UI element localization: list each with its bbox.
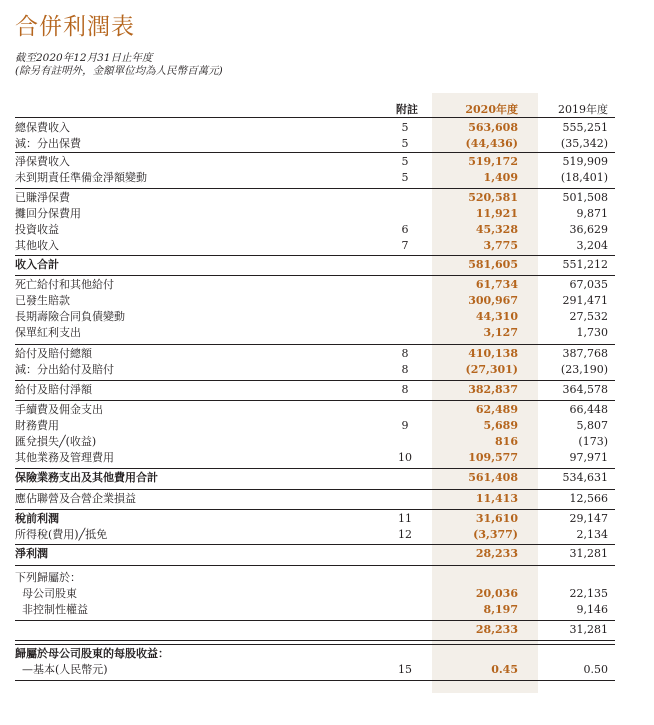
table-row [0, 362, 654, 378]
row-value-2020: 816 [495, 435, 518, 448]
row-label: 所得稅(費用)╱抵免 [15, 528, 108, 541]
table-row [0, 434, 654, 450]
table-divider [15, 544, 615, 545]
table-row [0, 120, 654, 136]
row-label: 非控制性權益 [22, 603, 88, 616]
row-note: 5 [401, 121, 409, 134]
row-value-2020: 61,734 [475, 278, 518, 291]
row-value-2019: 36,629 [569, 223, 608, 236]
table-divider [15, 640, 615, 641]
row-value-2019: 555,251 [562, 121, 608, 134]
table-row [0, 238, 654, 254]
table-row [0, 136, 654, 152]
table-row [0, 222, 654, 238]
row-value-2020: 520,581 [468, 191, 518, 204]
row-value-2019: 12,566 [569, 492, 608, 505]
row-label: 淨保費收入 [15, 155, 70, 168]
table-row [0, 586, 654, 602]
row-value-2019: 31,281 [569, 623, 608, 636]
statement-title: 合併利潤表 [15, 14, 135, 40]
row-note: 7 [401, 239, 409, 252]
row-value-2019: 31,281 [569, 547, 608, 560]
table-divider [15, 644, 615, 645]
table-row [0, 511, 654, 527]
table-divider [15, 509, 615, 510]
table-divider [15, 152, 615, 153]
row-value-2020: 109,577 [468, 451, 518, 464]
row-value-2020: 382,837 [468, 383, 518, 396]
row-value-2020: 3,775 [483, 239, 518, 252]
column-header-note: 附註 [396, 103, 418, 116]
row-value-2020: 561,408 [468, 471, 518, 484]
row-label: —基本(人民幣元) [22, 663, 108, 676]
row-value-2019: 97,971 [569, 451, 608, 464]
column-header-2019: 2019年度 [558, 103, 608, 116]
table-row [0, 154, 654, 170]
row-label: 下列歸屬於： [15, 571, 81, 584]
table-row [0, 402, 654, 418]
row-note: 12 [398, 528, 412, 541]
row-value-2020: (44,436) [465, 137, 518, 150]
row-label: 應佔聯營及合營企業損益 [15, 492, 136, 505]
table-row [0, 346, 654, 362]
row-value-2019: 22,135 [569, 587, 608, 600]
row-value-2019: 0.50 [583, 663, 608, 676]
row-note: 11 [398, 512, 412, 525]
table-row [0, 602, 654, 618]
row-value-2019: (23,190) [560, 363, 608, 376]
row-value-2020: (27,301) [465, 363, 518, 376]
row-value-2020: 1,409 [483, 171, 518, 184]
row-value-2020: 62,489 [475, 403, 518, 416]
row-value-2019: 1,730 [576, 326, 608, 339]
table-row [0, 418, 654, 434]
row-label: 給付及賠付淨額 [15, 383, 92, 396]
row-label: 減：分出給付及賠付 [15, 363, 114, 376]
row-value-2020: 0.45 [491, 663, 518, 676]
row-note: 5 [401, 155, 409, 168]
row-value-2019: 534,631 [562, 471, 608, 484]
row-label: 淨利潤 [15, 547, 48, 560]
row-label: 減：分出保費 [15, 137, 81, 150]
row-note: 10 [398, 451, 412, 464]
row-value-2020: 28,233 [475, 623, 518, 636]
row-value-2020: 5,689 [483, 419, 518, 432]
table-row [0, 527, 654, 543]
row-value-2020: 20,036 [475, 587, 518, 600]
row-label: 已發生賠款 [15, 294, 70, 307]
row-label: 已賺淨保費 [15, 191, 70, 204]
row-value-2020: 11,413 [475, 492, 518, 505]
table-divider [15, 188, 615, 189]
table-row [0, 622, 654, 638]
table-row [0, 646, 654, 662]
table-divider [15, 468, 615, 469]
row-value-2019: 66,448 [569, 403, 608, 416]
row-value-2020: 410,138 [468, 347, 518, 360]
table-row [0, 277, 654, 293]
row-value-2019: 29,147 [569, 512, 608, 525]
row-label: 保險業務支出及其他費用合計 [15, 471, 158, 484]
row-value-2019: 501,508 [562, 191, 608, 204]
row-note: 5 [401, 171, 409, 184]
row-note: 8 [401, 363, 409, 376]
row-label: 其他業務及管理費用 [15, 451, 114, 464]
row-label: 其他收入 [15, 239, 59, 252]
row-label: 給付及賠付總額 [15, 347, 92, 360]
table-divider [15, 255, 615, 256]
row-label: 母公司股東 [22, 587, 77, 600]
table-divider [15, 344, 615, 345]
table-divider [15, 565, 615, 566]
row-value-2019: 3,204 [576, 239, 608, 252]
row-value-2019: 291,471 [562, 294, 608, 307]
table-row [0, 450, 654, 466]
table-row [0, 570, 654, 586]
row-value-2019: (18,401) [560, 171, 608, 184]
table-row [0, 190, 654, 206]
row-label: 攤回分保費用 [15, 207, 81, 220]
row-value-2019: 364,578 [562, 383, 608, 396]
row-note: 8 [401, 383, 409, 396]
row-value-2020: 31,610 [475, 512, 518, 525]
row-value-2020: 11,921 [475, 207, 518, 220]
row-label: 未到期責任準備金淨額變動 [15, 171, 147, 184]
column-header-2020: 2020年度 [465, 103, 518, 116]
statement-period: 截至2020年12月31日止年度 [15, 52, 153, 64]
table-row [0, 293, 654, 309]
row-value-2020: 581,605 [468, 258, 518, 271]
row-label: 死亡給付和其他給付 [15, 278, 114, 291]
row-label: 匯兌損失╱(收益) [15, 435, 97, 448]
row-value-2020: 45,328 [475, 223, 518, 236]
row-value-2019: 9,871 [576, 207, 608, 220]
row-label: 歸屬於母公司股東的每股收益： [15, 647, 169, 660]
row-value-2019: 9,146 [576, 603, 608, 616]
row-value-2020: 563,608 [468, 121, 518, 134]
row-value-2020: 519,172 [468, 155, 518, 168]
table-row [0, 309, 654, 325]
row-label: 總保費收入 [15, 121, 70, 134]
row-value-2019: 551,212 [562, 258, 608, 271]
row-value-2020: 28,233 [475, 547, 518, 560]
table-divider [15, 620, 615, 621]
table-divider [15, 400, 615, 401]
row-value-2019: (173) [578, 435, 608, 448]
row-note: 6 [401, 223, 409, 236]
row-value-2020: 44,310 [475, 310, 518, 323]
row-label: 投資收益 [15, 223, 59, 236]
row-label: 保單紅利支出 [15, 326, 81, 339]
row-value-2019: 519,909 [562, 155, 608, 168]
table-row [0, 491, 654, 507]
table-row [0, 257, 654, 273]
table-row [0, 382, 654, 398]
row-value-2020: 3,127 [483, 326, 518, 339]
row-label: 手續費及佣金支出 [15, 403, 103, 416]
table-divider [15, 489, 615, 490]
row-value-2019: 67,035 [569, 278, 608, 291]
statement-unit-note: (除另有註明外，金額單位均為人民幣百萬元) [15, 65, 223, 77]
table-divider [15, 275, 615, 276]
table-row [0, 170, 654, 186]
row-value-2019: 27,532 [569, 310, 608, 323]
table-row [0, 470, 654, 486]
row-label: 財務費用 [15, 419, 59, 432]
row-note: 9 [401, 419, 409, 432]
row-note: 15 [398, 663, 412, 676]
row-value-2020: 300,967 [468, 294, 518, 307]
row-value-2019: 2,134 [576, 528, 608, 541]
row-note: 5 [401, 137, 409, 150]
table-row [0, 546, 654, 562]
row-value-2019: (35,342) [560, 137, 608, 150]
row-label: 長期壽險合同負債變動 [15, 310, 125, 323]
table-row [0, 206, 654, 222]
table-row [0, 662, 654, 678]
table-divider [15, 680, 615, 681]
row-label: 收入合計 [15, 258, 59, 271]
row-value-2020: (3,377) [473, 528, 518, 541]
table-divider [15, 380, 615, 381]
row-value-2019: 387,768 [562, 347, 608, 360]
row-value-2019: 5,807 [576, 419, 608, 432]
table-row [0, 325, 654, 341]
row-note: 8 [401, 347, 409, 360]
row-label: 稅前利潤 [15, 512, 59, 525]
row-value-2020: 8,197 [483, 603, 518, 616]
